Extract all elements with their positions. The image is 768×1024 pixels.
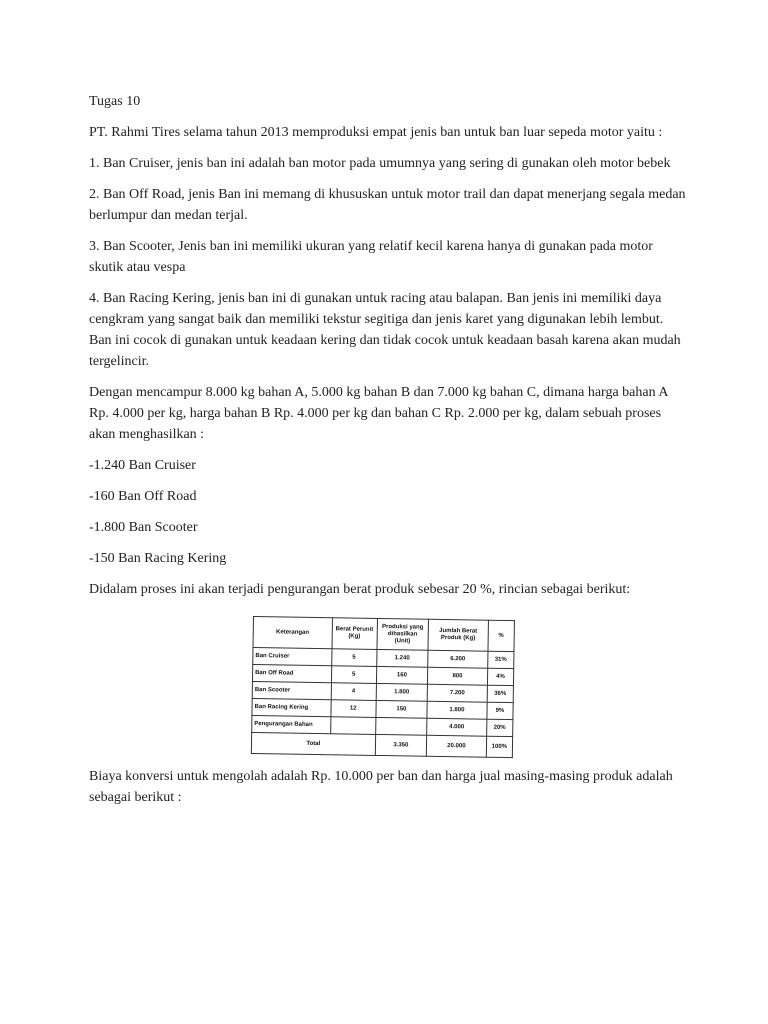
cell-produksi: 150 bbox=[376, 700, 428, 718]
total-produksi: 3.350 bbox=[375, 734, 427, 756]
total-percent: 100% bbox=[486, 736, 513, 757]
output-item: -1.800 Ban Scooter bbox=[89, 520, 198, 535]
total-label: Total bbox=[251, 732, 375, 755]
cell-percent: 4% bbox=[487, 668, 513, 685]
intro-paragraph: PT. Rahmi Tires selama tahun 2013 memproduksi empat jenis ban untuk ban luar sepeda motor yaitu : bbox=[89, 125, 663, 140]
cell-berat-perunit: 4 bbox=[331, 683, 376, 701]
header-produksi: Produksi yang dihasilkan (Unit) bbox=[377, 618, 429, 650]
cell-berat-perunit: 5 bbox=[331, 649, 376, 667]
cell-jumlah-berat: 7.200 bbox=[427, 684, 487, 702]
header-percent: % bbox=[488, 620, 515, 651]
reduction-paragraph: Didalam proses ini akan terjadi pengurangan berat produk sebesar 20 %, rincian sebagai berikut: bbox=[89, 582, 631, 597]
cell-keterangan: Ban Racing Kering bbox=[252, 698, 331, 716]
cell-berat-perunit: 5 bbox=[331, 666, 376, 684]
cell-produksi bbox=[375, 717, 427, 735]
list-item: 2. Ban Off Road, jenis Ban ini memang di khususkan untuk motor trail dan dapat menerjang segala medan berlumpur dan medan terjal. bbox=[89, 187, 686, 223]
total-jumlah-berat: 20.000 bbox=[426, 735, 486, 757]
mixing-paragraph: Dengan mencampur 8.000 kg bahan A, 5.000 kg bahan B dan 7.000 kg bahan C, dimana harga bahan A Rp. 4.000 per kg, harga bahan B Rp. 4.000 per kg dan bahan C Rp. 2.000 per kg, dalam sebuah proses akan menghasilkan : bbox=[89, 385, 668, 442]
cell-keterangan: Pengurangan Bahan bbox=[252, 715, 331, 733]
cell-jumlah-berat: 1.800 bbox=[427, 701, 487, 719]
table-total-row bbox=[251, 732, 512, 757]
list-item: 3. Ban Scooter, Jenis ban ini memiliki ukuran yang relatif kecil karena hanya di gunakan pada motor skutik atau vespa bbox=[89, 239, 653, 275]
list-item: 4. Ban Racing Kering, jenis ban ini di gunakan untuk racing atau balapan. Ban jenis ini memiliki daya cengkram yang sangat baik dan memiliki tekstur segitiga dan jenis karet yang digunakan lebih lembut. Ban ini cocok di gunakan untuk keadaan kering dan tidak cocok untuk keadaan basah karena akan mudah tergelincir. bbox=[89, 291, 681, 369]
cell-berat-perunit bbox=[330, 717, 375, 735]
output-item: -160 Ban Off Road bbox=[89, 489, 197, 504]
cell-berat-perunit: 12 bbox=[331, 700, 376, 718]
cell-jumlah-berat: 800 bbox=[427, 667, 487, 685]
conversion-paragraph: Biaya konversi untuk mengolah adalah Rp. 10.000 per ban dan harga jual masing-masing produk adalah sebagai berikut : bbox=[89, 769, 673, 805]
document-title: Tugas 10 bbox=[89, 94, 141, 109]
cell-produksi: 1.240 bbox=[376, 649, 428, 667]
cell-keterangan: Ban Scooter bbox=[252, 681, 331, 699]
list-item: 1. Ban Cruiser, jenis ban ini adalah ban motor pada umumnya yang sering di gunakan oleh motor bebek bbox=[89, 156, 671, 171]
cell-percent: 31% bbox=[487, 651, 513, 668]
cell-percent: 9% bbox=[487, 702, 513, 719]
document-body bbox=[89, 91, 689, 818]
production-table bbox=[251, 616, 515, 758]
production-table-image bbox=[251, 616, 515, 760]
cell-keterangan: Ban Cruiser bbox=[253, 648, 332, 666]
cell-jumlah-berat: 4.000 bbox=[427, 718, 487, 736]
header-keterangan: Keterangan bbox=[253, 617, 332, 649]
header-jumlah-berat: Jumlah Berat Produk (Kg) bbox=[428, 619, 488, 651]
output-item: -1.240 Ban Cruiser bbox=[89, 458, 196, 473]
cell-keterangan: Ban Off Road bbox=[252, 665, 331, 683]
cell-produksi: 1.800 bbox=[376, 683, 428, 701]
header-berat-perunit: Berat Perunit (Kg) bbox=[332, 618, 378, 650]
output-item: -150 Ban Racing Kering bbox=[89, 551, 227, 566]
cell-jumlah-berat: 6.200 bbox=[428, 650, 488, 668]
cell-percent: 20% bbox=[486, 719, 512, 736]
table-header-row bbox=[253, 617, 514, 652]
cell-percent: 36% bbox=[487, 685, 513, 702]
cell-produksi: 160 bbox=[376, 666, 428, 684]
